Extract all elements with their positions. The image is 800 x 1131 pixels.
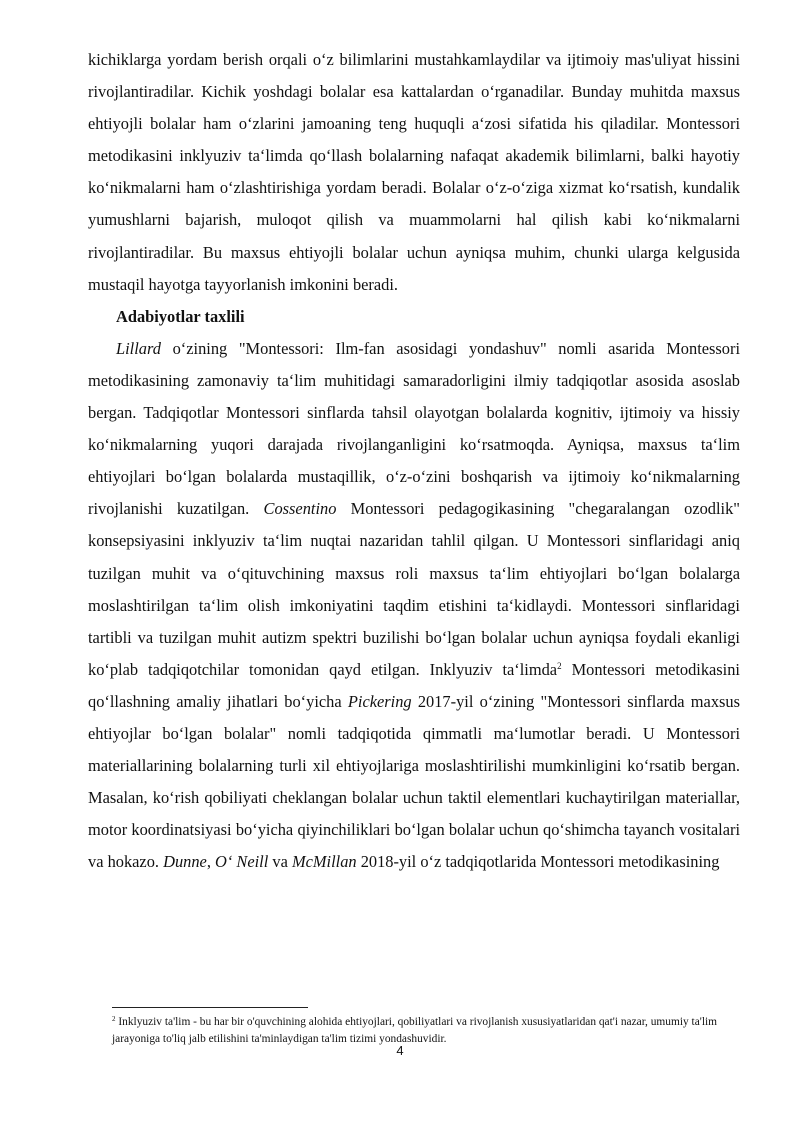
literature-text-1: oʻzining "Montessori: Ilm-fan asosidagi yondashuv" nomli asarida Montessori metodikasining zamonaviy taʻlim muhitidagi samaradorligini ilmiy tadqiqotlar asosida asoslab bergan. Tadqiqotlar Montessori sinflarda tahsil olayotgan bolalarda kognitiv, ijtimoiy va hissiy koʻnikmalarning yuqori darajada rivojlanganligini koʻrsatmoqda. Ayniqsa, maxsus taʻlim ehtiyojlari boʻlgan bolalarda mustaqillik, oʻz-oʻzini boshqarish va ijtimoiy koʻnikmalarning rivojlanishi kuzatilgan. (88, 338, 740, 519)
literature-paragraph (88, 333, 740, 879)
literature-text-4: 2017-yil oʻzining "Montessori sinflarda maxsus ehtiyojlar boʻlgan bolalar" nomli tadqiqotida qimmatli maʻlumotlar beradi. U Montessori materiallarining bolalarning turli xil ehtiyojlariga moslashtirilishi mumkinligini koʻrsatib bergan. Masalan, koʻrish qobiliyati cheklangan bolalar uchun taktil elementlari kuchaytirilgan materiallar, motor koordinatsiyasi boʻyicha qiyinchiliklari boʻlgan bolalar uchun qoʻshimcha tayanch vositalari va hokazo. (88, 691, 740, 872)
main-text (88, 44, 740, 878)
author-pickering: Pickering (347, 691, 412, 711)
author-lillard: Lillard (116, 338, 161, 358)
footnote-reference[interactable]: 2 (557, 660, 562, 671)
page-number: 4 (396, 1043, 404, 1058)
literature-text-3: Montessori metodikasini qoʻllashning amaliy jihatlari boʻyicha (88, 659, 740, 711)
author-separator: va (268, 852, 292, 872)
author-mcmillan: McMillan (291, 852, 357, 872)
author-dunne: Dunne (163, 852, 207, 872)
footnote-text: Inklyuziv ta'lim - bu har bir o'quvchining alohida ehtiyojlari, qobiliyatlari va rivojlanish xususiyatlaridan qat'i nazar, umumiy ta'lim jarayoniga to'liq jalb etilishini ta'minlaydigan ta'lim tizimi yondashuvidir. (112, 1016, 718, 1045)
footnote-divider (112, 1007, 308, 1008)
literature-text-2: Montessori pedagogikasining "chegaralangan ozodlik" konsepsiyasini inklyuziv taʻlim nuqtai nazaridan tahlil qilgan. U Montessori sinflaridagi aniq tuzilgan muhit va oʻqituvchining maxsus roli maxsus taʻlim ehtiyojlari boʻlgan bolalarga moslashtirilgan taʻlim olish imkoniyatini taqdim etishini taʻkidlaydi. Montessori sinflaridagi tartibli va tuzilgan muhit autizm spektri buzilishi boʻlgan bolalar uchun ayniqsa foydali ekanligi koʻplab tadqiqotchilar tomonidan qayd etilgan. Inklyuziv taʻlimda (88, 499, 740, 679)
author-cossentino: Cossentino (263, 499, 337, 519)
footnote-number: 2 (112, 1015, 116, 1023)
author-separator: , (206, 852, 216, 872)
author-oneill: Oʻ Neill (215, 852, 269, 872)
paragraph-continuation: kichiklarga yordam berish orqali oʻz bilimlarini mustahkamlaydilar va ijtimoiy mas'uliyat hissini rivojlantiradilar. Kichik yoshdagi bolalar esa kattalardan oʻrganadilar. Bunday muhitda maxsus ehtiyojli bolalar ham oʻzlarini jamoaning teng huquqli aʻzosi sifatida his qiladilar. Montessori metodikasini inklyuziv taʻlimda qoʻllash bolalarning nafaqat akademik bilimlarni, balki hayotiy koʻnikmalarni ham oʻzlashtirishiga yordam beradi. Bolalar oʻz-oʻziga xizmat koʻrsatish, kundalik yumushlarni bajarish, muloqot qilish va muammolarni hal qilish kabi koʻnikmalarni rivojlantiradilar. Bu maxsus ehtiyojli bolalar uchun ayniqsa muhim, chunki ularga kelgusida mustaqil hayotga tayyorlanish imkonini beradi. (88, 50, 740, 294)
literature-text-5: 2018-yil oʻz tadqiqotlarida Montessori metodikasining (356, 852, 720, 872)
section-heading: Adabiyotlar taxlili (116, 306, 245, 326)
